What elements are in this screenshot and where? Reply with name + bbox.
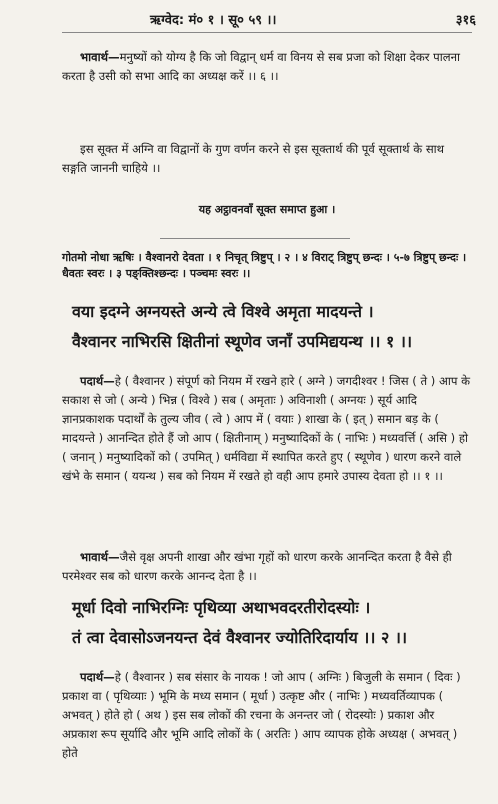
bhavartha-text: जैसे वृक्ष अपनी शाखा और खंभा गृहों को धारण करके आनन्दित करता है वैसे ही परमेश्वर सब को धारण करके आनन्द देता है ।। bbox=[62, 550, 452, 583]
page-number: ३१६ bbox=[455, 13, 476, 28]
bhavartha-label: भावार्थ— bbox=[80, 550, 120, 564]
padartha-paragraph-1 bbox=[62, 372, 472, 486]
mantra-1-line-1: वया इदग्ने अग्नयस्ते अन्ये त्वे विश्वे अमृता मादयन्ते । bbox=[72, 302, 374, 321]
bhavartha-paragraph-2 bbox=[62, 548, 472, 586]
section-divider bbox=[160, 238, 350, 239]
bhavartha-label: भावार्थ— bbox=[80, 50, 120, 64]
sukta-end-note: यह अट्ठावनवाँ सूक्त समाप्त हुआ । bbox=[198, 203, 336, 216]
padartha-label: पदार्थ— bbox=[80, 670, 115, 684]
mantra-2-line-1: मूर्धा दिवो नाभिरग्निः पृथिव्या अथाभवदरतीरोदस्योः । bbox=[72, 598, 371, 617]
sukta-summary: इस सूक्त में अग्नि वा विद्वानों के गुण वर्णन करने से इस सूक्तार्थ की पूर्व सूक्तार्थ के साथ सङ्गति जाननी चाहिये ।। bbox=[62, 142, 445, 175]
rishi-devata-metadata: गोतमो नोधा ऋषिः । वैश्वानरो देवता । १ निचृत् त्रिष्टुप् । २ । ४ विराट् त्रिष्टुप् छन्दः । ५-७ त्रिष्टुप् छन्दः । धैवतः स्वरः । ३ पङ्क्तिश्छन्दः । पञ्चमः स्वरः ।। bbox=[62, 251, 467, 280]
padartha-text: हे ( वैश्वानर ) संपूर्ण को नियम में रखने हारे ( अग्ने ) जगदीश्वर ! जिस ( ते ) आप के सकाश से जो ( अन्ये ) भिन्न ( विश्वे ) सब ( अमृताः ) अविनाशी ( अग्नयः ) सूर्य आदि ज्ञानप्रकाशक पदार्थों के तुल्य जीव ( त्वे ) आप में ( वयाः ) शाखा के ( इत् ) समान बड़ के ( मादयन्ते ) आनन्दित होते हैं जो आप ( क्षितीनाम् ) मनुष्यादिकों के ( नाभिः ) मध्यवर्त्ति ( असि ) हो ( जनान् ) मनुष्यादिकों को ( उपमित् ) धर्मविद्या में स्थापित करते हुए ( स्थूणेव ) धारण करने वाले खंभे के समान ( ययन्थ ) सब को नियम में रखते हो वही आप हमारे उपास्य देवता हो ।। १ ।। bbox=[62, 374, 471, 483]
bhavartha-paragraph-1 bbox=[62, 48, 472, 86]
running-header bbox=[0, 8, 498, 30]
mantra-1-line-2: वैश्वानर नाभिरसि क्षितीनां स्थूणेव जनाँ उपमिद्ययन्थ ।। १ ।। bbox=[72, 332, 413, 351]
header-title: ऋग्वेद: मं० १ । सू० ५९ ।। bbox=[150, 13, 277, 28]
header-rule bbox=[62, 32, 472, 33]
padartha-text: हे ( वैश्वानर ) सब संसार के नायक ! जो आप ( अग्निः ) बिजुली के समान ( दिवः ) प्रकाश वा ( पृथिव्याः ) भूमि के मध्य समान ( मूर्धा ) उत्कृष्ट और ( नाभिः ) मध्यवर्तिव्यापक ( अभवत् ) होते हो ( अथ ) इस सब लोकों की रचना के अनन्तर जो ( रोदस्योः ) प्रकाश और अप्रकाश रूप सूर्यादि और भूमि आदि लोकों के ( अरतिः ) आप व्यापक होके अध्यक्ष ( अभवत् ) होते bbox=[62, 670, 461, 760]
mantra-2-line-2: तं त्वा देवासोऽजनयन्त देवं वैश्वानर ज्योतिरिदार्याय ।। २ ।। bbox=[72, 628, 408, 647]
padartha-paragraph-2 bbox=[62, 668, 472, 763]
padartha-label: पदार्थ— bbox=[80, 374, 115, 388]
bhavartha-text: मनुष्यों को योग्य है कि जो विद्वान् धर्म वा विनय से सब प्रजा को शिक्षा देकर पालना करता है उसी को सभा आदि का अध्यक्ष करें ।। ६ ।। bbox=[62, 50, 461, 83]
